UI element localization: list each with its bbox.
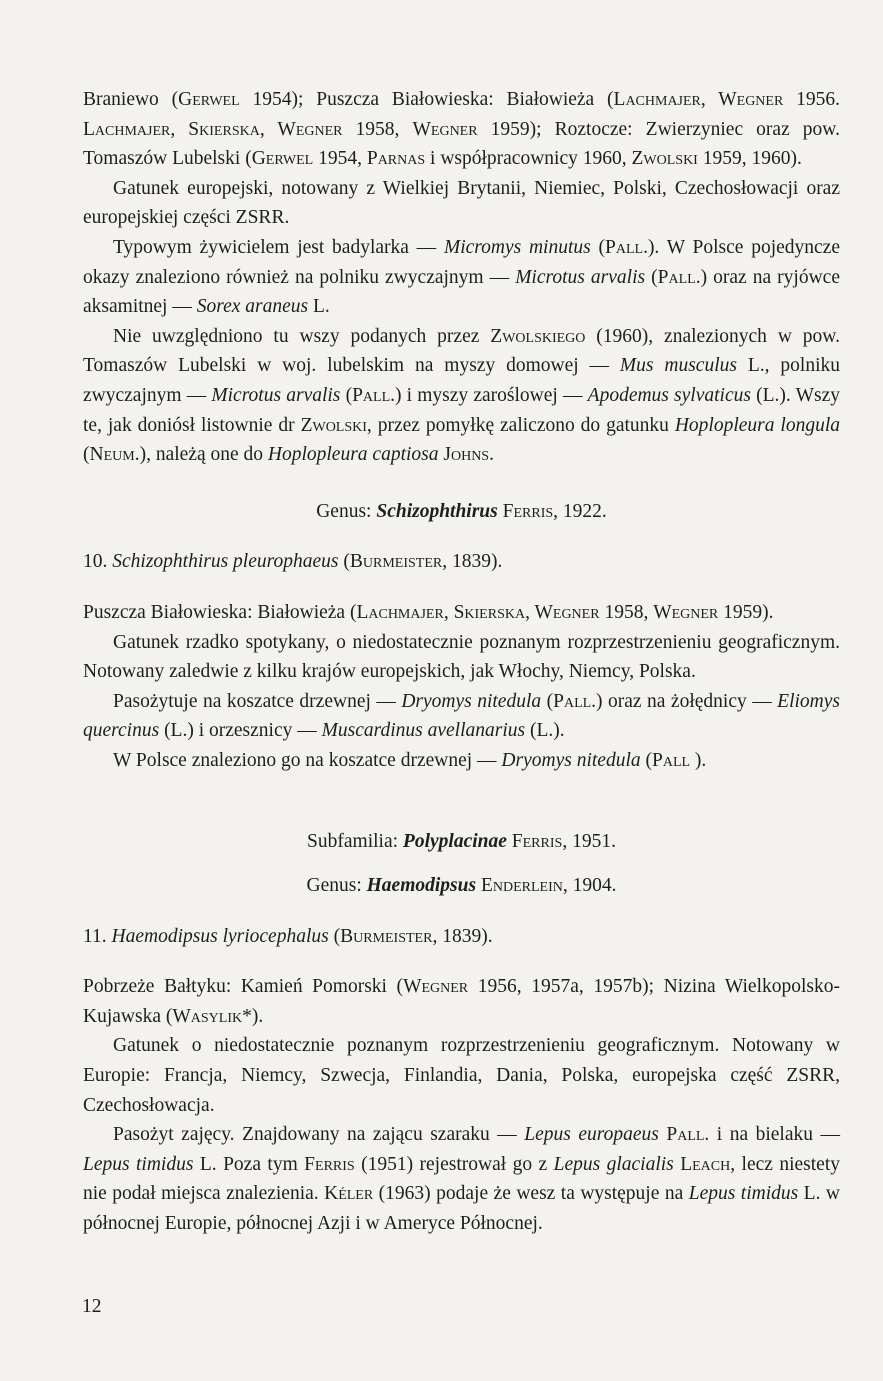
text-run: Genus: [316,500,377,522]
author-name: Lachmajer, Skierska, Wegner [83,118,343,140]
text-run: Gatunek o niedostatecznie poznanym rozprzestrzenieniu geograficznym. Notowany w Europie: Francja, Niemcy, Szwecja, Finlandia, Dania, Polska, europejska część ZSRR, Czechosłowacja. [83,1035,840,1116]
text-run: 1959, 1960). [697,148,802,170]
paragraph-note [83,322,840,470]
taxon-name: Lepus europaeus [524,1124,659,1146]
text-run: , lecz niestety nie podał miejsca znalezienia. [83,1153,841,1205]
author-name: Ferris [304,1153,355,1175]
paragraph-hosts-11 [83,1120,840,1238]
author-name: Burmeister [349,551,443,573]
text-run: 1959); Roztocze: Zwierzyniec oraz pow. Tomaszów Lubelski ( [83,118,840,170]
text-run: .), należą one do [134,444,268,466]
text-run: 1958, [599,601,654,623]
text-run: , 1951. [562,831,616,853]
author-name: Wegner [403,976,469,998]
text-run: 10. [83,551,113,573]
taxon-name: Mus musculus [619,355,737,377]
taxon-name: Muscardinus avellanarius [321,720,526,742]
species-heading-11 [83,922,840,952]
author-name: Pall [352,384,391,406]
taxon-name: Schizophthirus pleurophaeus [112,551,339,573]
taxon-name: Lepus timidus [688,1183,799,1205]
text-run: .) i myszy zaroślowej — [390,384,588,406]
text-run: .) oraz na żołędnicy — [591,690,778,712]
author-name: Burmeister [340,925,433,947]
text-run: 1958, [342,118,413,140]
text-run: Puszcza Białowieska: Białowieża ( [83,601,357,623]
text-run: , 1904. [562,875,617,897]
author-name: Zwolski [631,148,698,170]
text-run: L. [308,296,330,318]
text-run: ). [690,749,707,771]
text-run: ( [640,749,652,771]
author-name: Pall [553,690,592,712]
paragraph-localities-11 [83,972,840,1031]
paragraph-localities-10 [83,598,840,628]
author-name: Johns [443,444,490,466]
text-run: (1960), znalezionych w pow. Tomaszów Lubelski w woj. lubelskim na myszy domowej — [83,325,840,377]
author-name: Zwolski [300,414,367,436]
text-run: i współpracownicy 1960, [425,148,632,170]
text-run: .). W Polsce pojedyncze okazy znaleziono również na polniku zwyczajnym — [83,236,840,288]
taxon-name: Microtus arvalis [211,384,341,406]
text-run: (1951) rejestrował go z [354,1153,554,1175]
taxon-name: Sorex araneus [196,296,309,318]
author-name: Wegner [653,601,719,623]
taxon-name: Eliomys quercinus [83,690,840,742]
text-run: .) oraz na ryjówce aksamitnej — [83,266,840,318]
author-name: Neum [89,444,135,466]
author-name: Wasylik [172,1005,243,1027]
text-run: 11. [83,925,112,947]
text-run: (L.). [525,720,565,742]
paragraph-localities [83,85,840,174]
text-run: ( [340,384,353,406]
author-name: Zwolskiego [490,325,586,347]
text-run: Braniewo ( [83,89,179,110]
text-run: ( [645,266,658,288]
text-run: ( [328,925,341,947]
text-run: , przez pomyłkę zaliczono do gatunku [366,414,675,436]
taxon-name: Micromys minutus [443,236,591,258]
text-run: ( [338,551,350,573]
text-run: . i na bielaku — [704,1124,841,1146]
text-run: . [489,444,494,466]
author-name: Gerwel [178,89,240,110]
text-run: Pasożytuje na koszatce drzewnej — [113,690,402,712]
text-run: 1956. [783,89,841,110]
text-run: , 1922. [553,500,607,522]
paragraph-distribution [83,174,840,233]
taxon-name: Schizophthirus [376,500,498,522]
author-name: Ferris [502,500,554,522]
text-run: Pobrzeże Bałtyku: Kamień Pomorski ( [83,976,404,998]
taxon-name: Haemodipsus [366,875,477,897]
text-run: L. w północnej Europie, północnej Azji i w Ameryce Północnej. [83,1183,840,1234]
taxon-name: Hoplopleura captiosa [267,444,439,466]
text-run: (L.). Wszy te, jak doniósł listownie dr [83,384,840,436]
text-run: W Polsce znaleziono go na koszatce drzewnej — [113,749,502,771]
taxon-name: Hoplopleura longula [674,414,840,436]
text-run: Subfamilia: [307,831,403,853]
author-name: Kéler [324,1183,374,1205]
text-run: Gatunek europejski, notowany z Wielkiej Brytanii, Niemiec, Polski, Czechosłowacji oraz europejskiej części ZSRR. [83,177,840,229]
author-name: Enderlein [480,875,563,897]
text-run: 1956, 1957a, 1957b); Nizina Wielkopolsko-Kujawska ( [83,976,841,1027]
taxon-name: Dryomys nitedula [401,690,542,712]
author-name: Lachmajer, Skierska, Wegner [356,601,600,623]
genus-heading-haemodipsus [83,871,840,901]
text-run: Gatunek rzadko spotykany, o niedostatecznie poznanym rozprzestrzenieniu geograficznym. Notowany zaledwie z kilku krajów europejskich, jak Włochy, Niemcy, Polska. [83,631,840,683]
text-run: Pasożyt zajęcy. Znajdowany na zającu szaraku — [113,1124,525,1146]
author-name: Gerwel [251,148,314,170]
author-name: Parnas [366,148,426,170]
paragraph-hosts [83,233,840,322]
text-run: , 1839). [432,925,493,947]
body-text [83,85,840,1239]
text-run: Typowym żywicielem jest badylarka — [113,236,444,258]
author-name: Lachmajer, Wegner [613,89,784,110]
text-run: *). [242,1005,264,1027]
author-name: Wegner [412,118,478,140]
text-run: 1959). [718,601,774,623]
taxon-name: Lepus glacialis [553,1153,674,1175]
author-name: Pall [605,236,644,258]
text-run: ( [590,236,605,258]
page-number: 12 [82,1296,102,1317]
text-run: (1963) podaje że wesz ta występuje na [373,1183,689,1205]
text-run: , 1839). [442,551,503,573]
author-name: Ferris [511,831,563,853]
subfamily-heading-polyplacinae [83,827,840,857]
text-run: (L.) i orzesznicy — [159,720,322,742]
author-name: Pall [666,1124,705,1146]
text-run: Genus: [306,875,367,897]
author-name: Leach [680,1153,731,1175]
text-run: 1954, [313,148,367,170]
taxon-name: Polyplacinae [402,831,507,853]
taxon-name: Haemodipsus lyriocephalus [111,925,329,947]
text-run: ( [83,444,90,466]
author-name: Pall [651,749,691,771]
taxon-name: Lepus timidus [83,1153,194,1175]
taxon-name: Apodemus sylvaticus [587,384,751,406]
species-heading-10 [83,547,840,577]
text-run: L. Poza tym [193,1153,305,1175]
paragraph-hosts-10 [83,687,840,746]
author-name: Pall [657,266,696,288]
taxon-name: Dryomys nitedula [501,749,641,771]
text-run: ( [541,690,554,712]
paragraph-distribution-10 [83,628,840,687]
text-run: L., polniku zwyczajnym — [83,355,841,406]
text-run: 1954); Puszcza Białowieska: Białowieża ( [239,89,614,110]
paragraph-distribution-11 [83,1031,840,1120]
taxon-name: Microtus arvalis [515,266,646,288]
text-run: Nie uwzględniono tu wszy podanych przez [113,325,491,347]
genus-heading-schizophthirus [83,497,840,527]
paragraph-poland-10 [83,746,840,776]
